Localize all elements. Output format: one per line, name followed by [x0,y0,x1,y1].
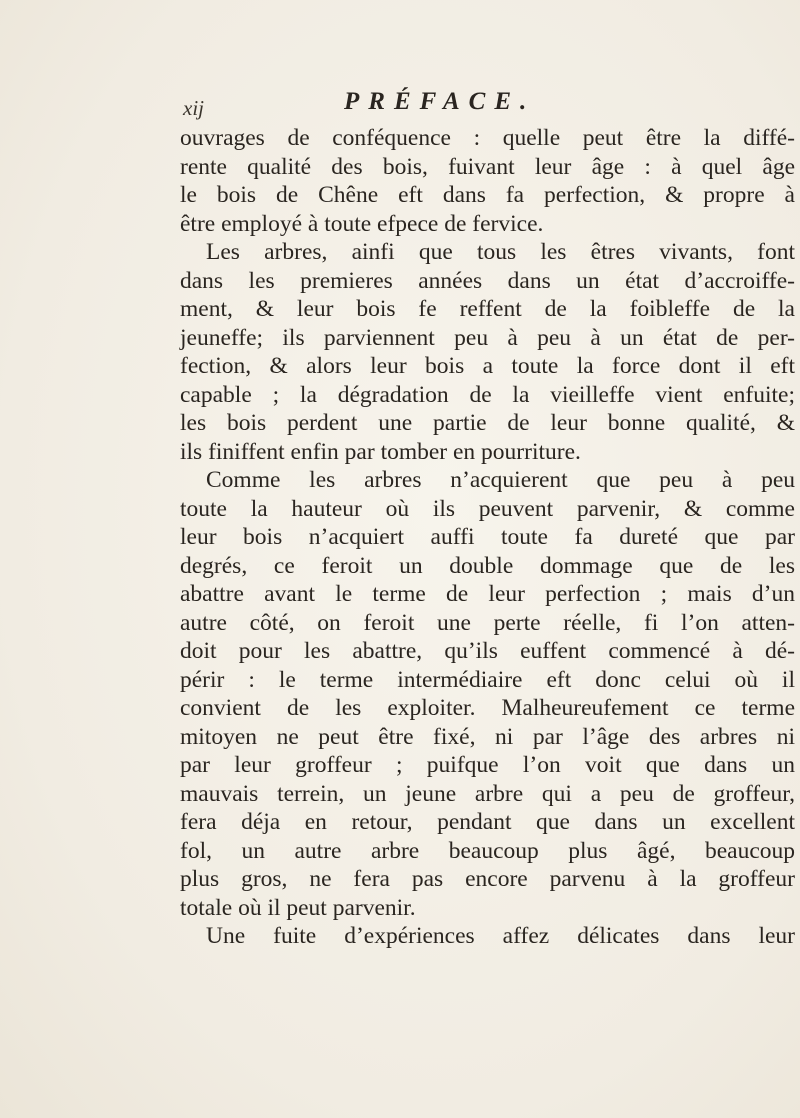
text-line: jeuneffe; ils parviennent peu à peu à un état de per- [180,324,795,351]
text-line: dans les premieres années dans un état d’accroiffe- [180,267,795,294]
text-line: ouvrages de conféquence : quelle peut être la diffé- [180,125,795,151]
text-line: mitoyen ne peut être fixé, ni par l’âge des arbres ni [180,723,795,750]
text-line: convient de les exploiter. Malheureufement ce terme [180,695,795,721]
text-line: mauvais terrein, un jeune arbre qui a peu de groffeur, [180,780,795,807]
text-line: Comme les arbres n’acquierent que peu à peu [206,467,795,493]
body-text [180,124,795,951]
text-line: périr : le terme intermédiaire eft donc celui où il [180,666,795,693]
text-line: leur bois n’acquiert auffi toute fa dureté que par [180,524,795,550]
page-number: xij [183,96,204,120]
text-line: rente qualité des bois, fuivant leur âge : à quel âge [180,153,795,180]
text-line: Une fuite d’expériences affez délicates dans leur [206,923,795,949]
text-line: plus gros, ne fera pas encore parvenu à la groffeur [180,866,795,892]
text-line: ment, & leur bois fe reffent de la foibleffe de la [180,296,795,322]
text-line: par leur groffeur ; puifque l’on voit que dans un [180,752,795,778]
text-line: toute la hauteur où ils peuvent parvenir, & comme [180,495,795,522]
text-line: être employé à toute efpece de fervice. [180,210,544,237]
text-line: Les arbres, ainfi que tous les êtres vivants, font [206,239,795,265]
running-title: PRÉFACE. [344,88,536,115]
text-line: fera déja en retour, pendant que dans un excellent [180,809,795,835]
text-line: fection, & alors leur bois a toute la force dont il eft [180,353,795,379]
text-line: doit pour les abattre, qu’ils euffent commencé à dé- [180,638,795,664]
text-line: autre côté, on feroit une perte réelle, fi l’on atten- [180,609,795,636]
text-line: le bois de Chêne eft dans fa perfection, & propre à [180,182,795,208]
text-line: fol, un autre arbre beaucoup plus âgé, beaucoup [180,837,795,864]
text-line: capable ; la dégradation de la vieilleffe vient enfuite; [180,381,795,408]
page-header [183,88,783,124]
text-line: ils finiffent enfin par tomber en pourriture. [180,438,581,465]
text-line: abattre avant le terme de leur perfection ; mais d’un [180,581,795,607]
text-line: les bois perdent une partie de leur bonne qualité, & [180,410,795,436]
text-line: totale où il peut parvenir. [180,894,416,921]
text-line: degrés, ce feroit un double dommage que de les [180,552,795,579]
